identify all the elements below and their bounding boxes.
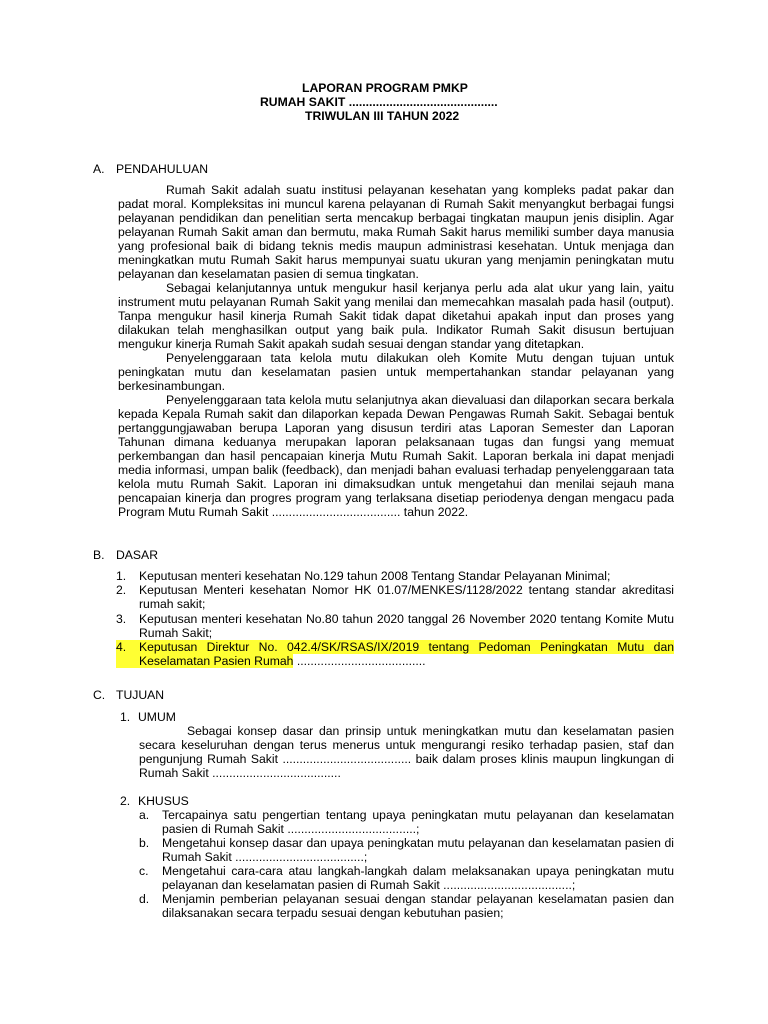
specific-item-a xyxy=(139,808,674,836)
objective-general-title: UMUM xyxy=(138,710,176,724)
intro-paragraph-4: Penyelenggaraan tata kelola mutu selanjutnya akan dievaluasi dan dilaporkan secara berkala kepada Kepala Rumah sakit dan dilaporkan kepada Dewan Pengawas Rumah Sakit. Sebagai bentuk pertanggungjawaban berupa Laporan yang disusun terdiri atas Laporan Semester dan Laporan Tahunan dimana keduanya merupakan laporan pelaksanaan tugas dan fungsi yang memuat perkembangan dan hasil pencapaian kinerja Mutu Rumah Sakit. Laporan berkala ini dapat menjadi media informasi, umpan balik (feedback), dan menjadi bahan evaluasi terhadap penyelenggaraan tata kelola mutu Rumah Sakit. Laporan ini dimaksudkan untuk mengetahui dan menilai sejauh mana pencapaian kinerja dan progres program yang terlaksana disetiap periodenya dengan mengacu pada Program Mutu Rumah Sakit ...................................... tahun 2022. xyxy=(118,393,674,519)
specific-item-text: Mengetahui cara-cara atau langkah-langkah dalam melaksanakan upaya peningkatan mutu pelayanan dan keselamatan pasien di Rumah Sakit ......................................; xyxy=(162,864,674,892)
basis-item-1 xyxy=(116,569,674,583)
section-a-title: PENDAHULUAN xyxy=(116,162,209,176)
report-title: LAPORAN PROGRAM PMKP xyxy=(302,81,468,95)
objective-general-text: Sebagai konsep dasar dan prinsip untuk meningkatkan mutu dan keselamatan pasien secara keseluruhan dengan terus menerus untuk mengurangi resiko terhadap pasien, staf dan pengunjung Rumah Sakit ...................................... baik dalam proses klinis maupun lingkungan di Rumah Sakit ...................................... xyxy=(139,724,674,780)
specific-item-text: Mengetahui konsep dasar dan upaya peningkatan mutu pelayanan dan keselamatan pasien di Rumah Sakit ......................................; xyxy=(162,836,674,864)
section-b-number: B. xyxy=(93,548,105,562)
section-c-heading xyxy=(93,688,164,702)
specific-item-letter: b. xyxy=(139,836,150,850)
basis-item-number: 1. xyxy=(116,569,127,583)
period-line: TRIWULAN III TAHUN 2022 xyxy=(305,109,460,123)
intro-paragraph-2: Sebagai kelanjutannya untuk mengukur hasil kerjanya perlu ada alat ukur yang lain, yaitu instrument mutu pelayanan Rumah Sakit yang menilai dan memecahkan masalah pada hasil (output). Tanpa mengukur hasil kinerja Rumah Sakit tidak dapat diketahui apakah input dan proses yang dilakukan telah menghasilkan output yang baik pula. Indikator Rumah Sakit disusun bertujuan mengukur kinerja Rumah Sakit apakah sudah sesuai dengan standar yang ditetapkan. xyxy=(118,281,674,351)
basis-item-text: Keputusan menteri kesehatan No.129 tahun 2008 Tentang Standar Pelayanan Minimal; xyxy=(139,569,611,583)
objective-general-number: 1. xyxy=(120,710,131,724)
basis-item-number: 2. xyxy=(116,583,127,597)
specific-item-d xyxy=(139,892,674,920)
intro-paragraph-1: Rumah Sakit adalah suatu institusi pelayanan kesehatan yang kompleks padat pakar dan padat moral. Kompleksitas ini muncul karena pelayanan di Rumah Sakit menyangkut berbagai fungsi pelayanan pendidikan dan penelitian serta mencakup berbagai tingkatan maupun jenis disiplin. Agar pelayanan Rumah Sakit aman dan bermutu, maka Rumah Sakit harus memiliki sumber daya manusia yang profesional baik di bidang teknis medis maupun administrasi kesehatan. Untuk menjaga dan meningkatkan mutu Rumah Sakit harus mempunyai suatu ukuran yang menjamin peningkatan mutu pelayanan dan keselamatan pasien di semua tingkatan. xyxy=(118,183,674,281)
section-a-body xyxy=(118,183,674,519)
specific-item-text: Tercapainya satu pengertian tentang upaya peningkatan mutu pelayanan dan keselamatan pasien di Rumah Sakit ......................................; xyxy=(162,808,674,836)
specific-item-c xyxy=(139,864,674,892)
section-c-number: C. xyxy=(93,688,106,702)
objective-specific-title: KHUSUS xyxy=(138,794,189,808)
objective-specific-heading xyxy=(120,794,189,808)
basis-item-text-rest: ...................................... xyxy=(293,654,426,668)
objective-specific-number: 2. xyxy=(120,794,131,808)
section-a-heading xyxy=(93,162,208,176)
section-b-title: DASAR xyxy=(116,548,158,562)
basis-item-text: Keputusan menteri kesehatan No.80 tahun 2020 tanggal 26 November 2020 tentang Komite Mutu Rumah Sakit; xyxy=(139,612,674,640)
section-c-title: TUJUAN xyxy=(116,688,165,702)
basis-item-text: Keputusan Menteri kesehatan Nomor HK 01.07/MENKES/1128/2022 tentang standar akreditasi rumah sakit; xyxy=(139,583,674,611)
specific-item-letter: a. xyxy=(139,808,150,822)
section-a-number: A. xyxy=(93,162,105,176)
objective-general-heading xyxy=(120,710,176,724)
basis-item-text xyxy=(139,640,674,668)
basis-item-4 xyxy=(116,640,674,668)
specific-item-text: Menjamin pemberian pelayanan sesuai dengan standar pelayanan keselamatan pasien dan dilaksanakan secara terpadu sesuai dengan kebutuhan pasien; xyxy=(162,892,674,920)
hospital-name-line: RUMAH SAKIT ............................................ xyxy=(260,95,498,109)
basis-item-number: 4. xyxy=(116,640,139,668)
specific-item-b xyxy=(139,836,674,864)
basis-item-number: 3. xyxy=(116,612,127,626)
specific-item-letter: c. xyxy=(139,864,149,878)
basis-item-3 xyxy=(116,612,674,640)
specific-item-letter: d. xyxy=(139,892,150,906)
intro-paragraph-3: Penyelenggaraan tata kelola mutu dilakukan oleh Komite Mutu dengan tujuan untuk peningkatan mutu dan keselamatan pasien untuk mempertahankan standar pelayanan yang berkesinambungan. xyxy=(118,351,674,393)
basis-item-2 xyxy=(116,583,674,611)
highlighted-text: Keputusan Direktur No. 042.4/SK/RSAS/IX/2019 tentang Pedoman Peningkatan Mutu dan Keselamatan Pasien Rumah xyxy=(139,640,674,668)
section-b-heading xyxy=(93,548,158,562)
